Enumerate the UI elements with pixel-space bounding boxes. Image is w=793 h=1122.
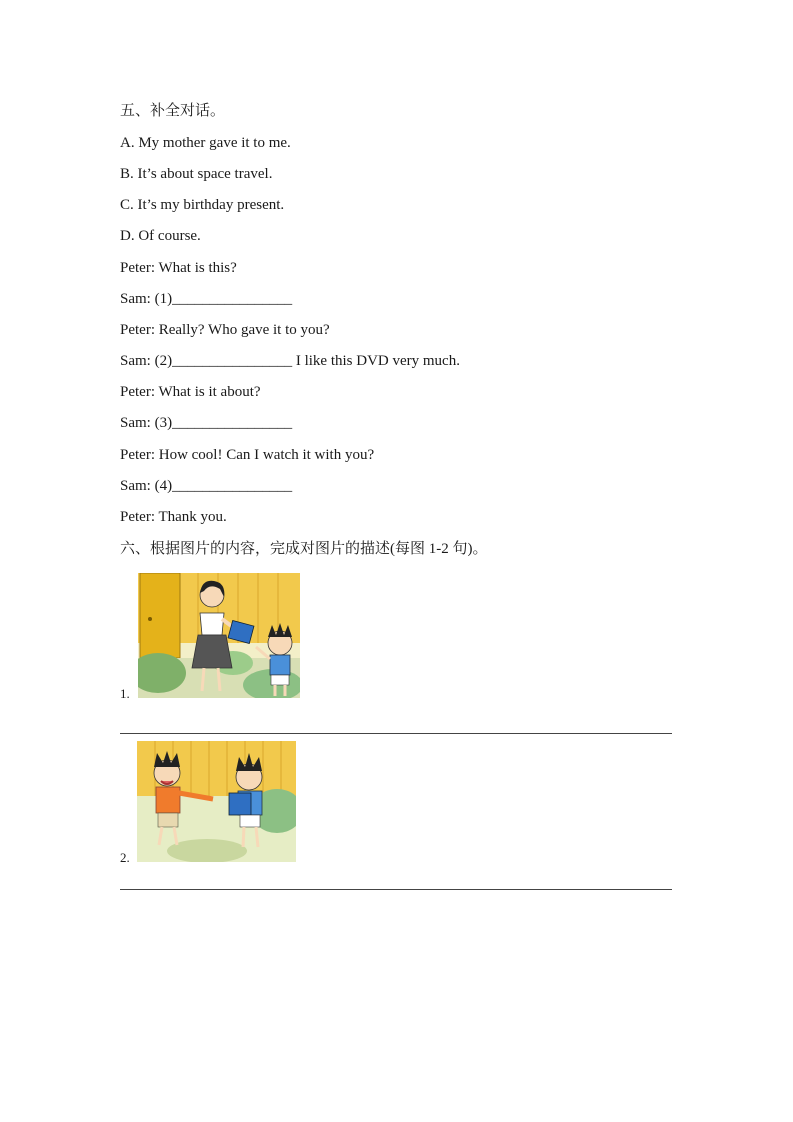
item-number-2: 2. <box>120 850 130 865</box>
dialogue-line: Peter: Thank you. <box>120 509 227 525</box>
dialogue-line-blank-1: Sam: (1)________________ <box>120 291 293 307</box>
option-b: B. It’s about space travel. <box>120 166 273 182</box>
dialogue-line: Peter: What is this? <box>120 260 237 276</box>
dialogue-line: Peter: What is it about? <box>120 384 261 400</box>
dialogue-line-blank-3: Sam: (3)________________ <box>120 415 293 431</box>
dialogue-line: Peter: Really? Who gave it to you? <box>120 322 330 338</box>
option-a: A. My mother gave it to me. <box>120 135 291 151</box>
dialogue-line: Peter: How cool! Can I watch it with you? <box>120 447 375 463</box>
option-c: C. It’s my birthday present. <box>120 197 285 213</box>
section-6-heading: 六、根据图片的内容，完成对图片的描述(每图 1-2 句)。 <box>120 541 488 557</box>
section-5-heading: 五、补全对话。 <box>120 103 226 119</box>
item-number-1: 1. <box>120 686 130 701</box>
dialogue-line-blank-2: Sam: (2)________________ I like this DVD very much. <box>120 353 460 369</box>
illustration-mother-gives-dvd <box>138 573 300 698</box>
answer-line-1[interactable] <box>120 733 672 734</box>
option-d: D. Of course. <box>120 228 201 244</box>
answer-line-2[interactable] <box>120 889 672 890</box>
illustration-boys-with-dvd <box>137 741 296 862</box>
dialogue-line-blank-4: Sam: (4)________________ <box>120 478 293 494</box>
